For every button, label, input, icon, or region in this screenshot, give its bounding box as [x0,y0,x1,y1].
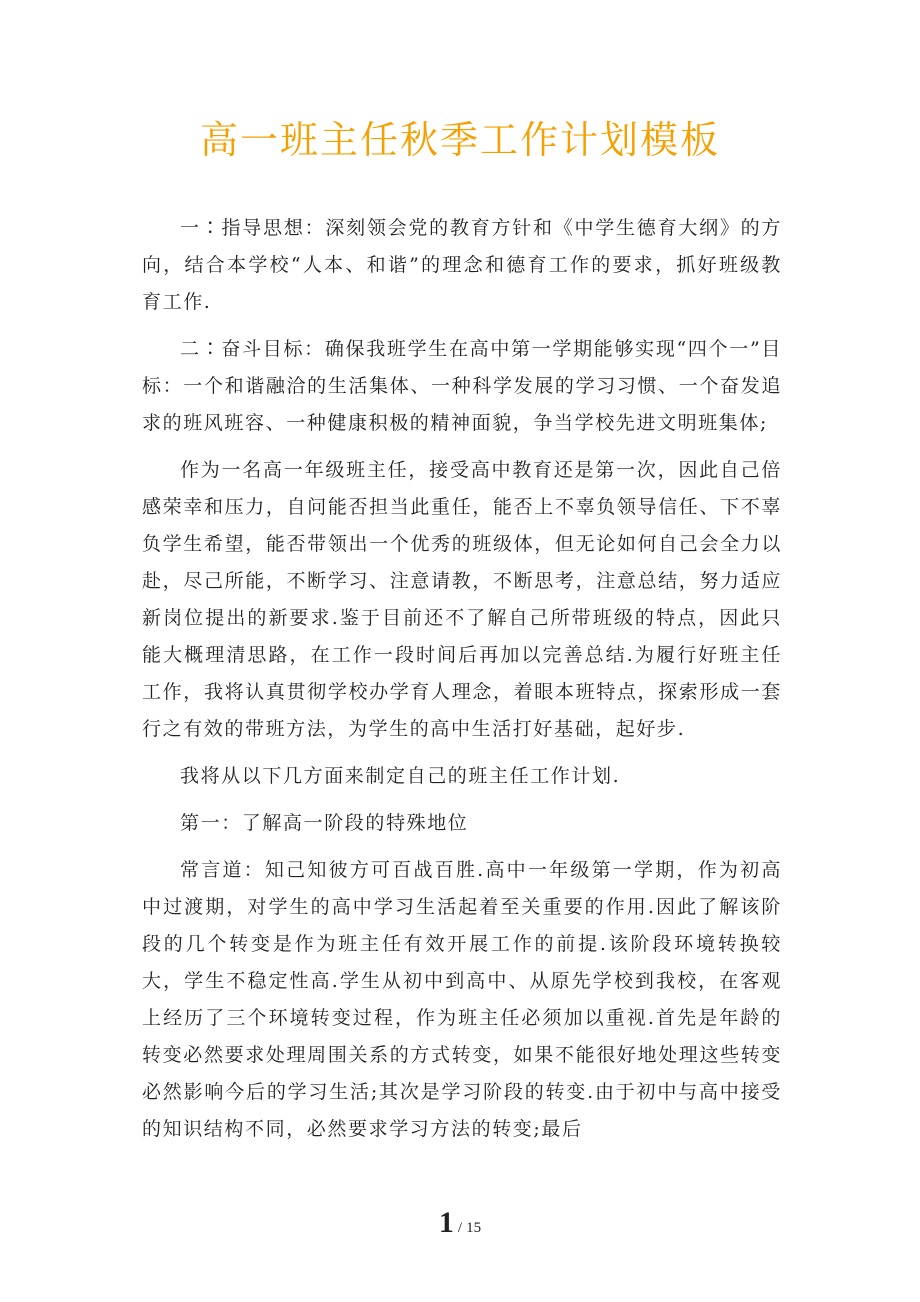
paragraph-plan-intro: 我将从以下几方面来制定自己的班主任工作计划. [180,765,621,787]
paragraph-guiding-ideology: 一∶指导思想：深刻领会党的教育方针和《中学生德育大纲》的方向，结合本学校“人本、和谐”的理念和德育工作的要求，抓好班级教育工作. [142,217,782,313]
page-number: 1 [438,1206,454,1239]
document-body [142,210,782,1158]
section-heading-first: 第一：了解高一阶段的特殊地位 [180,812,469,834]
paragraph-goals: 二∶奋斗目标：确保我班学生在高中第一学期能够实现“四个一”目标：一个和谐融洽的生活集体、一种科学发展的学习习惯、一个奋发追求的班风班容、一种健康积极的精神面貌，争当学校先进文明班集体; [142,338,782,434]
paragraph-introduction: 作为一名高一年级班主任，接受高中教育还是第一次，因此自己倍感荣幸和压力，自问能否担当此重任，能否上不辜负领导信任、下不辜负学生希望，能否带领出一个优秀的班级体，但无论如何自己会全力以赴，尽己所能，不断学习、注意请教，不断思考，注意总结，努力适应新岗位提出的新要求.鉴于目前还不了解自己所带班级的特点，因此只能大概理清思路，在工作一段时间后再加以完善总结.为履行好班主任工作，我将认真贯彻学校办学育人理念，着眼本班特点，探索形成一套行之有效的带班方法，为学生的高中生活打好基础，起好步. [142,459,782,740]
page-total: 15 [466,1220,482,1236]
page-separator: / [457,1220,463,1236]
paragraph-transition-stage: 常言道：知己知彼方可百战百胜.高中一年级第一学期，作为初高中过渡期，对学生的高中学习生活起着至关重要的作用.因此了解该阶段的几个转变是作为班主任有效开展工作的前提.该阶段环境转换较大，学生不稳定性高.学生从初中到高中、从原先学校到我校，在客观上经历了三个环境转变过程，作为班主任必须加以重视.首先是年龄的转变必然要求处理周围关系的方式转变，如果不能很好地处理这些转变必然影响今后的学习生活;其次是学习阶段的转变.由于初中与高中接受的知识结构不同，必然要求学习方法的转变;最后 [142,859,782,1140]
page-footer [0,1206,920,1240]
document-title: 高一班主任秋季工作计划模板 [199,118,720,162]
